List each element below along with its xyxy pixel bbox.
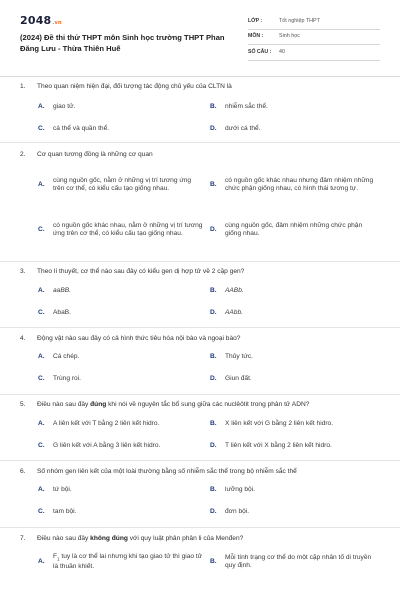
question-1 bbox=[0, 79, 400, 142]
option-b[interactable] bbox=[210, 280, 382, 302]
option-text: nhiễm sắc thể. bbox=[225, 103, 268, 111]
info-row-subject bbox=[248, 30, 380, 46]
option-text: tứ bội. bbox=[53, 486, 72, 494]
question-number: 5. bbox=[20, 401, 26, 409]
info-value: Sinh học bbox=[279, 33, 300, 40]
question-2 bbox=[0, 143, 400, 261]
option-a[interactable] bbox=[38, 480, 210, 502]
question-4 bbox=[0, 328, 400, 394]
option-letter: A. bbox=[38, 181, 45, 189]
exam-title-line2: Đăng Lưu - Thừa Thiên Huế bbox=[20, 43, 121, 53]
option-text: Cá chép. bbox=[53, 353, 80, 361]
question-text: Theo quan niệm hiện đại, đối tượng tác động chủ yếu của CLTN là bbox=[37, 83, 232, 90]
option-a[interactable] bbox=[38, 97, 210, 119]
question-text: Cơ quan tương đồng là những cơ quan bbox=[37, 150, 153, 158]
option-text: AABb. bbox=[225, 286, 244, 294]
info-row-class bbox=[248, 14, 380, 30]
info-label: LỚP : bbox=[248, 17, 263, 24]
header-divider bbox=[0, 76, 400, 77]
option-text-part: F bbox=[53, 553, 58, 561]
option-text: giao tử. bbox=[53, 103, 76, 111]
question-text-post: khi nói về nguyên tắc bổ sung giữa các nuclêôtit trong phân tử ADN? bbox=[106, 401, 310, 409]
option-letter: B. bbox=[210, 286, 217, 294]
option-b[interactable] bbox=[210, 347, 382, 369]
option-c[interactable] bbox=[38, 302, 210, 324]
option-text-subscript: 1 bbox=[57, 556, 60, 562]
info-value: Tốt nghiệp THPT bbox=[279, 17, 320, 24]
option-text: tam bội. bbox=[53, 508, 77, 516]
option-text: Giun đất. bbox=[225, 375, 252, 383]
option-letter: A. bbox=[38, 558, 45, 565]
option-a[interactable] bbox=[38, 162, 210, 208]
exam-info-table bbox=[248, 14, 380, 61]
option-letter: A. bbox=[38, 353, 45, 361]
option-b[interactable] bbox=[210, 162, 382, 208]
option-b[interactable] bbox=[210, 545, 382, 579]
question-list bbox=[0, 79, 400, 588]
option-c[interactable] bbox=[38, 208, 210, 252]
question-text bbox=[37, 535, 380, 544]
option-c[interactable] bbox=[38, 502, 210, 524]
option-letter: C. bbox=[38, 375, 45, 383]
question-number: 7. bbox=[20, 534, 26, 542]
brand-name: 2048 bbox=[20, 14, 52, 27]
option-letter: B. bbox=[210, 419, 217, 427]
option-d[interactable] bbox=[210, 369, 382, 391]
brand-suffix: .vn bbox=[52, 20, 62, 26]
option-text: AAbb. bbox=[225, 308, 243, 316]
option-d[interactable] bbox=[210, 208, 382, 252]
option-letter: B. bbox=[210, 486, 217, 494]
option-letter: B. bbox=[210, 353, 217, 361]
question-text-emphasis: không đúng bbox=[90, 534, 128, 542]
option-text: AbaB. bbox=[53, 308, 71, 316]
option-d[interactable] bbox=[210, 119, 382, 141]
option-letter: C. bbox=[38, 441, 45, 449]
info-label: SỐ CÂU : bbox=[248, 48, 272, 55]
option-text: T liên kết với X bằng 2 liên kết hidro. bbox=[225, 441, 332, 449]
option-letter: A. bbox=[38, 419, 45, 427]
option-text: lưỡng bội. bbox=[225, 486, 256, 494]
exam-title bbox=[20, 33, 230, 55]
question-text: Động vật nào sau đây có cả hình thức tiêu hóa nội bào và ngoại bào? bbox=[37, 334, 241, 342]
question-text: Số nhóm gen liên kết của một loài thường bằng số nhiễm sắc thể trong bộ nhiễm sắc thể bbox=[37, 467, 297, 475]
option-letter: D. bbox=[210, 226, 217, 234]
question-text-emphasis: đúng bbox=[90, 401, 107, 409]
question-number: 6. bbox=[20, 467, 26, 475]
option-b[interactable] bbox=[210, 97, 382, 119]
exam-header bbox=[0, 0, 400, 78]
option-letter: C. bbox=[38, 226, 45, 234]
question-7 bbox=[0, 528, 400, 588]
option-d[interactable] bbox=[210, 502, 382, 524]
option-letter: B. bbox=[210, 103, 217, 111]
option-text: dưới cá thể. bbox=[225, 125, 261, 133]
question-number: 4. bbox=[20, 334, 26, 342]
info-label: MÔN : bbox=[248, 33, 264, 40]
question-text-pre: Điều nào sau đây bbox=[37, 401, 91, 409]
option-text: Thủy tức. bbox=[225, 353, 253, 361]
option-letter: B. bbox=[210, 558, 217, 565]
option-text: aaBB. bbox=[53, 286, 71, 294]
question-5 bbox=[0, 394, 400, 460]
option-text: có nguồn gốc khác nhau, nằm ở những vị trí tương ứng trên cơ thể, có kiểu cấu tạo giống nhau. bbox=[53, 221, 203, 238]
option-letter: A. bbox=[38, 103, 45, 111]
option-text: Mỗi tính trạng cơ thể do một cặp nhân tố di truyền quy định. bbox=[225, 553, 372, 570]
info-value: 40 bbox=[279, 48, 285, 55]
option-c[interactable] bbox=[38, 119, 210, 141]
option-text: A liên kết với T bằng 2 liên kết hidro. bbox=[53, 419, 160, 427]
question-text-post: với quy luật phân phân li của Menđen? bbox=[127, 534, 244, 542]
option-letter: C. bbox=[38, 308, 45, 316]
option-letter: C. bbox=[38, 508, 45, 516]
question-text-pre: Điều nào sau đây bbox=[37, 534, 91, 542]
question-number: 1. bbox=[20, 83, 26, 90]
option-letter: D. bbox=[210, 508, 217, 516]
option-text: X liên kết với G bằng 2 liên kết hidro. bbox=[225, 419, 334, 427]
info-row-count bbox=[248, 45, 380, 61]
option-text: cá thể và quần thể. bbox=[53, 125, 110, 133]
option-letter: A. bbox=[38, 286, 45, 294]
option-d[interactable] bbox=[210, 435, 382, 457]
option-text: Trùng roi. bbox=[53, 375, 81, 383]
option-text: G liên kết với A bằng 3 liên kết hidro. bbox=[53, 441, 161, 449]
exam-title-line1: (2024) Đề thi thử THPT môn Sinh học trường THPT Phan bbox=[20, 33, 225, 42]
option-c[interactable] bbox=[38, 435, 210, 457]
question-number: 3. bbox=[20, 268, 26, 276]
option-a[interactable] bbox=[38, 545, 210, 579]
option-letter: B. bbox=[210, 181, 217, 189]
option-a[interactable] bbox=[38, 347, 210, 369]
question-number: 2. bbox=[20, 150, 26, 158]
option-b[interactable] bbox=[210, 413, 382, 435]
question-6 bbox=[0, 461, 400, 527]
option-a[interactable] bbox=[38, 413, 210, 435]
option-c[interactable] bbox=[38, 369, 210, 391]
option-d[interactable] bbox=[210, 302, 382, 324]
option-text: đơn bội. bbox=[225, 508, 250, 516]
option-letter: A. bbox=[38, 486, 45, 494]
option-text: cùng nguồn gốc, nằm ở những vị trí tương ứng trên cơ thể, có kiểu cấu tạo giống nhau. bbox=[53, 176, 192, 193]
option-text-part: tuy là cơ thể lai nhưng khi tạo giao tử thì giao tử là thuần khiết. bbox=[53, 553, 203, 570]
brand-logo[interactable] bbox=[20, 14, 62, 29]
option-text: có nguồn gốc khác nhau nhưng đảm nhiệm những chức phận giống nhau, có hình thái tương tự. bbox=[225, 176, 374, 193]
option-letter: D. bbox=[210, 441, 217, 449]
option-letter: C. bbox=[38, 125, 45, 133]
option-text: cùng nguồn gốc, đảm nhiệm những chức phận giống nhau. bbox=[225, 221, 363, 238]
option-a[interactable] bbox=[38, 280, 210, 302]
question-text: Theo lí thuyết, cơ thể nào sau đây có kiểu gen dị hợp tử về 2 cặp gen? bbox=[37, 268, 245, 276]
option-text bbox=[53, 553, 210, 571]
option-letter: D. bbox=[210, 375, 217, 383]
option-letter: D. bbox=[210, 308, 217, 316]
question-3 bbox=[0, 261, 400, 327]
question-text bbox=[37, 401, 380, 410]
option-b[interactable] bbox=[210, 480, 382, 502]
option-letter: D. bbox=[210, 125, 217, 133]
